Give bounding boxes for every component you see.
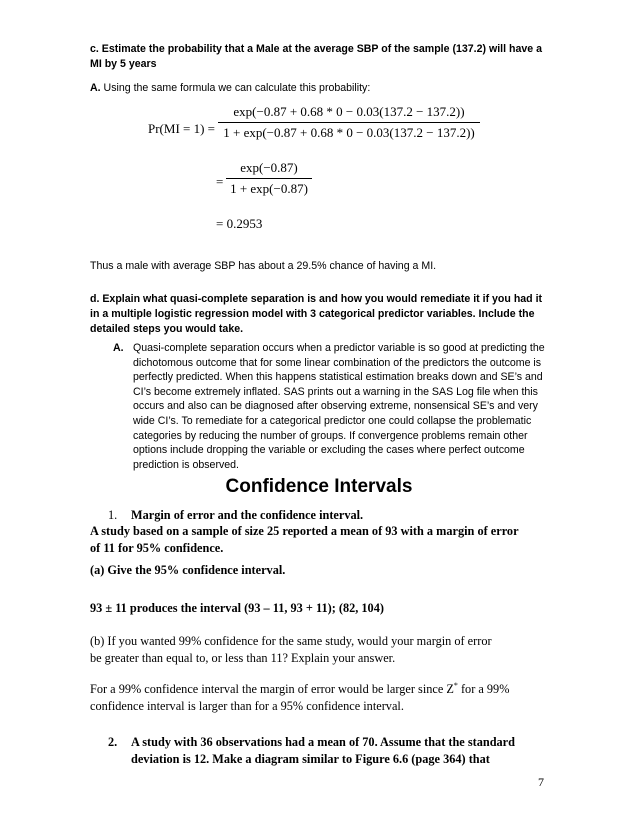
answer-d-line: CI’s become extremely inflated. SAS prints out a warning in the SAS Log file when this — [133, 385, 538, 398]
fraction-bar — [218, 122, 480, 123]
answer-d-line: categories by reducing the number of groups. If convergence problems remain other — [133, 429, 528, 442]
part-b-answer — [90, 677, 560, 715]
fraction-bar — [226, 178, 312, 179]
conclusion-c: Thus a male with average SBP has about a 29.5% chance of having a MI. — [90, 260, 437, 272]
equation-2-numerator: exp(−0.87) — [240, 160, 298, 175]
part-b-answer-text: for a 99% — [457, 682, 510, 697]
equation-1-fraction — [218, 104, 480, 141]
q1-body — [90, 523, 560, 557]
equation-lhs: Pr(MI = 1) = — [148, 121, 216, 136]
q2-body — [131, 734, 561, 768]
question-d: d. Explain what quasi-complete separation is and how you would remediate it if you had it in a multiple logistic regression model with 3 categorical predictor variables. Include the detailed steps you would take. — [90, 293, 543, 335]
q2-line: A study with 36 observations had a mean of 70. Assume that the standard — [131, 735, 515, 749]
answer-c — [90, 81, 560, 96]
answer-c-label: A. — [90, 82, 101, 94]
equation-2-fraction — [226, 160, 312, 197]
equation-2-denominator: 1 + exp(−0.87) — [230, 181, 308, 196]
equation-3: = 0.2953 — [216, 216, 263, 231]
answer-d-line: dichotomous outcome that for some linear combination of the predictors the outcome is — [133, 356, 542, 369]
equation-1-numerator: exp(−0.87 + 0.68 * 0 − 0.03(137.2 − 137.2)) — [233, 104, 465, 119]
superscript-star: * — [453, 681, 458, 690]
answer-d-label: A. — [113, 342, 124, 354]
q2-line: deviation is 12. Make a diagram similar to Figure 6.6 (page 364) that — [131, 752, 490, 766]
part-a-answer: 93 ± 11 produces the interval (93 – 11, 93 + 11); (82, 104) — [90, 601, 384, 615]
answer-d-line: occurs and also can be diagnosed after observing extreme, nonsensical SE’s and very — [133, 400, 538, 413]
answer-d-line: prediction is observed. — [133, 458, 239, 471]
q1-body-line: A study based on a sample of size 25 reported a mean of 93 with a margin of error — [90, 524, 519, 538]
part-b-answer-line: confidence interval is larger than for a 95% confidence interval. — [90, 699, 404, 714]
section-heading: Confidence Intervals — [225, 476, 413, 497]
page-number: 7 — [538, 775, 544, 789]
part-b-line: be greater than equal to, or less than 11? Explain your answer. — [90, 651, 396, 665]
q1-title: Margin of error and the confidence interval. — [131, 508, 364, 522]
answer-d-line: perfectly predicted. When this happens statistical estimation breaks down and SE’s and — [133, 371, 543, 384]
answer-d-line: wide CI’s. To remediate for a categorical predictor one could collapse the problematic — [133, 414, 532, 427]
part-b-answer-text: For a 99% confidence interval the margin of error would be larger since Z — [90, 682, 454, 697]
q2-number: 2. — [108, 735, 118, 749]
answer-d-body — [133, 341, 563, 472]
q1-number: 1. — [108, 508, 118, 522]
answer-d-line: options include dropping the variable or excluding the cases where perfect outcome — [133, 444, 525, 457]
q1-body-line: of 11 for 95% confidence. — [90, 541, 224, 555]
part-b — [90, 633, 560, 667]
part-b-line: (b) If you wanted 99% confidence for the same study, would your margin of error — [90, 634, 492, 648]
part-b-answer-line — [90, 677, 560, 698]
part-a: (a) Give the 95% confidence interval. — [90, 563, 286, 577]
equation-2-prefix: = — [216, 174, 224, 189]
answer-c-text: Using the same formula we can calculate this probability: — [103, 82, 371, 94]
answer-d-line: Quasi-complete separation occurs when a predictor variable is so good at predicting the — [133, 342, 545, 354]
question-c: c. Estimate the probability that a Male at the average SBP of the sample (137.2) will have a MI by 5 years — [90, 43, 542, 70]
equation-1-denominator: 1 + exp(−0.87 + 0.68 * 0 − 0.03(137.2 − 137.2)) — [223, 125, 475, 140]
